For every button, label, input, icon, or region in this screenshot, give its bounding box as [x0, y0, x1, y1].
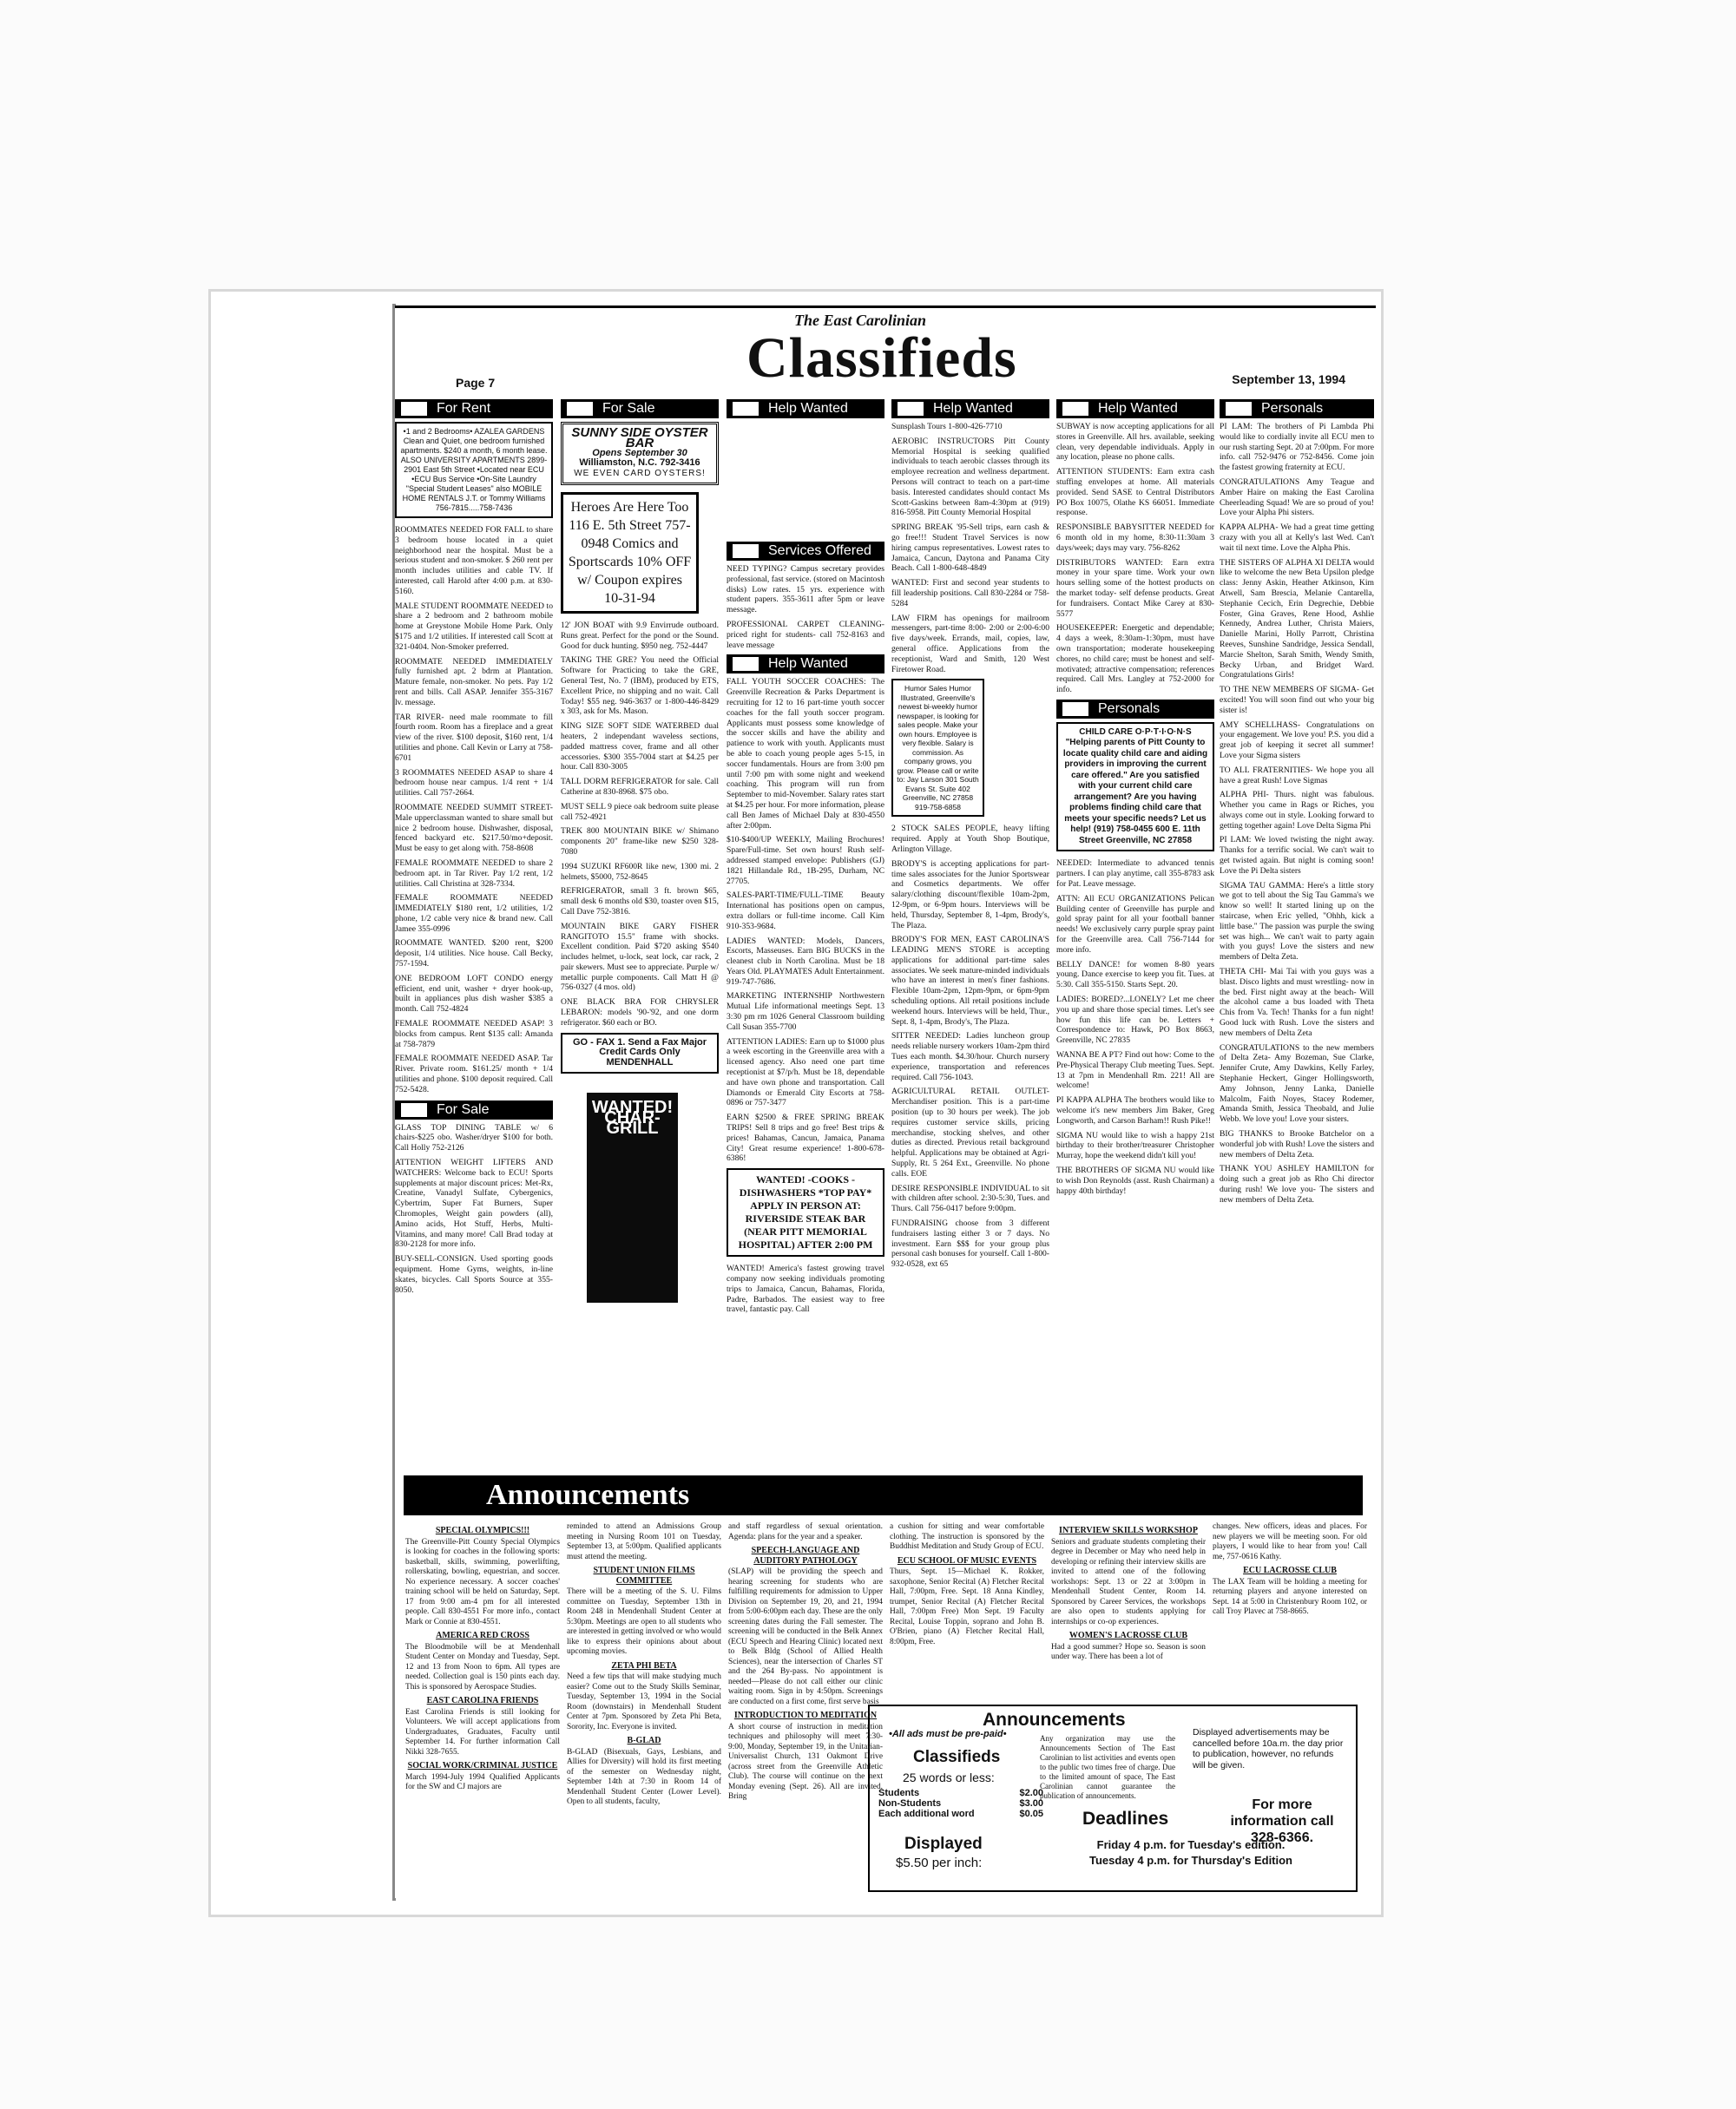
rate-label: Students — [878, 1788, 920, 1798]
classified-ad: THE BROTHERS OF SIGMA NU would like to wish Don Reynolds (asst. Rush Chairman) a happy 40th birthday! — [1056, 1165, 1214, 1196]
page-title: Classifieds — [746, 326, 1017, 390]
section-header-help-wanted — [727, 654, 884, 673]
announcement-text: (SLAP) will be providing the speech and hearing screening for students who are fulfilling requirements for admission to Upper Division on September 19, 20, and 21, 1994 from 5:00-6:00pm each day. These are the only screening dates during the Fall semester. The screening will be conducted in the Belk Annex (ECU Speech and Hearing Clinic) located next to Belk Bldg (School of Allied Health Sciences), near the intersection of Charles ST and the 264 By-pass. No appointment is needed—Please do not call either our clinic waiting room. Sign in by 4:50pm. Screenings are conducted on a first come, first serve basis — [728, 1567, 883, 1706]
announcement-heading: WOMEN'S LACROSSE CLUB — [1069, 1631, 1188, 1640]
info-intro: Any organization may use the Announcements Section of The East Carolinian to list activities and events open to the public two times free of charge. Due to the limited amount of space, The East Carolinian cannot guarantee the publication of announcements. — [1040, 1734, 1175, 1800]
column-help-wanted-2 — [891, 399, 1049, 1472]
classified-ad: 3 ROOMMATES NEEDED ASAP to share 4 bedroom house near campus. 1/4 rent + 1/4 utilities. Call 757-2664. — [395, 767, 553, 798]
for-rent-ads — [395, 525, 553, 1095]
classified-ad: WANTED: First and second year students to fill leadership positions. Call 830-2284 or 758-5284 — [891, 578, 1049, 608]
classified-ad: REFRIGERATOR, small 3 ft. brown $65, small desk 6 months old $30, toaster oven $15, Call Dave 752-3816. — [561, 886, 719, 917]
rate-row — [878, 1809, 1043, 1819]
classified-ad: TO ALL FRATERNITIES- We hope you all have a great Rush! Love Sigmas — [1220, 765, 1374, 785]
announcements-column-1 — [405, 1522, 560, 1797]
hand-pointer-icon — [400, 401, 428, 417]
announcement-text: B-GLAD (Bisexuals, Gays, Lesbians, and Allies for Diversity) will hold its first meeting of the semester on Wednesday night, September 14th at 7:30 in Room 14 of Mendenhall Student Center (Lower Level). Open to all students, faculty, — [567, 1747, 721, 1806]
section-header-help-wanted — [891, 399, 1049, 418]
personals-ads — [1220, 422, 1374, 1206]
classified-ad: TALL DORM REFRIGERATOR for sale. Call Catherine at 830-8968. $75 obo. — [561, 777, 719, 797]
classified-ad: CONGRATULATIONS Amy Teague and Amber Haire on making the East Carolina Cheerleading Squad! We are so proud of you! Love your Alpha Phi sisters. — [1220, 476, 1374, 518]
displayed-label: Displayed — [904, 1835, 983, 1853]
announcement-text: March 1994-July 1994 Qualified Applicants for the SW and CJ majors are — [405, 1772, 560, 1791]
classified-ad: CONGRATULATIONS to the new members of Delta Zeta- Amy Bozeman, Sue Clarke, Jennifer Crute, Amy Dawkins, Kelly Farley, Stephanie Heckert, Ginger Hollingsworth, Amy Johnson, Jenny Lanka, Danielle Malcolm, Faith Noyes, Stacey Rodemer, Amanda Smith, Jessica Theobald, and Julie Webb. We love you! Love your sisters. — [1220, 1042, 1374, 1125]
announcement-text: and staff regardless of sexual orientation. Agenda: plans for the year and a speaker. — [728, 1522, 883, 1541]
section-header-label: For Rent — [437, 401, 491, 417]
classified-ad: MALE STUDENT ROOMMATE NEEDED to share a 2 bedroom and 2 bathroom mobile home at Greystone Mobile Home Park. Only $175 and 1/2 utilities. If interested call Scott at 321-0404. Non-Smoker preferred. — [395, 601, 553, 652]
classified-ad: NEED TYPING? Campus secretary provides professional, fast service. (stored on Macintosh disks) Low rates. 15 yrs. experience with student papers. 355-3611 after 5pm or leave message. — [727, 564, 884, 615]
hand-pointer-icon — [732, 543, 760, 559]
classified-ad: AEROBIC INSTRUCTORS Pitt County Memorial Hospital is seeking qualified individuals to teach aerobic classes through its employee recreation and wellness department. Persons will contract to teach on a part-time basis. Interested candidates should contact Ms Scott-Gaskins between 8am-4:30pm at (919) 816-5958. Pitt County Memorial Hospital — [891, 436, 1049, 518]
help-wanted-ads — [727, 677, 884, 1164]
section-header-services-offered — [727, 542, 884, 561]
classified-ad: LAW FIRM has openings for mailroom messengers, part-time 8:00- 2:00 or 2:00-6:00 five days/week. Errands, mail, copies, law, general office. Applications from the receptionist, Ward and Smith, 120 West Firetower Road. — [891, 613, 1049, 674]
displayed-price: $5.50 per inch: — [896, 1856, 983, 1870]
classified-ad: ROOMMATE NEEDED SUMMIT STREET- Male upperclassman wanted to share small but nice 2 bedroom house. Dishwasher, disposal, fenced backyard etc. $217.50/mo+deposit. Must be easy to get along with. 758-8608 — [395, 802, 553, 854]
classified-ad: FEMALE ROOMMATE NEEDED ASAP! 3 blocks from campus. Rent $135 call: Amanda at 758-7879 — [395, 1019, 553, 1049]
classified-ad: ROOMMATE WANTED. $200 rent, $200 deposit, 1/4 utilities. Nice house. Call Becky, 757-1594. — [395, 938, 553, 969]
classified-ad: BIG THANKS to Brooke Batchelor on a wonderful job with Rush! Love the sisters and new members of Delta Zeta. — [1220, 1129, 1374, 1160]
classified-ad: RESPONSIBLE BABYSITTER NEEDED for 6 month old in my home, 8:30-11:30am 3 days/week; days may vary. 756-8262 — [1056, 522, 1214, 553]
classified-ad: ROOMMATE NEEDED IMMEDIATELY fully furnished apt. 2 bdrm at Plantation. Mature female, non-smoker. No pets. Pay 1/2 rent and bills. Call ASAP. Jennifer 355-3167 lv. message. — [395, 656, 553, 707]
prepaid-note: •All ads must be pre-paid• — [889, 1729, 1007, 1739]
announcement-text: Had a good summer? Hope so. Season is soon under way. There has been a lot of — [1051, 1642, 1206, 1661]
oyster-bar-tagline: WE EVEN CARD OYSTERS! — [574, 469, 706, 479]
classified-ad: BRODY'S is accepting applications for part-time sales associates for the Junior Sportswear and Cosmetics departments. We offer salary/clothing discount/flexible 10am-2pm, 12-9pm, or 6-9pm hours. Interviews will be held, Thursday, September 8, 1-4pm, Brody's, The Plaza. — [891, 858, 1049, 930]
classified-ad: SIGMA NU would like to wish a happy 21st birthday to their brother/treasurer Christopher Murray, hope the weekend didn't kill you! — [1056, 1130, 1214, 1161]
issue-date: September 13, 1994 — [1232, 372, 1345, 386]
help-wanted-ads — [1056, 422, 1214, 695]
classified-ad: 12' JON BOAT with 9.9 Envirrude outboard. Runs great. Perfect for the pond or the Sound. Good for duck hunting. $950 neg. 752-4447 — [561, 620, 719, 651]
classified-ad: NEEDED: Intermediate to advanced tennis partners. I can play anytime, call 355-8783 ask for Pat. Leave message. — [1056, 858, 1214, 890]
child-care-options-ad: CHILD CARE O·P·T·I·O·N·S "Helping parents of Pitt County to locate quality child care and aiding providers in improving the current care offered." Are you satisfied with your current child care arrangement? Are you having problems finding child care that meets your specific needs? Let us help! (919) 758-0455 600 E. 11th Street Greenville, NC 27858 — [1056, 722, 1214, 852]
ad-rates-info-box — [868, 1705, 1358, 1892]
help-wanted-ads — [891, 422, 1049, 1270]
classified-ad: ONE BLACK BRA FOR CHRYSLER LEBARON: models '90-'92, and one dorm refrigerator. $60 each or BO. — [561, 997, 719, 1028]
rate-row — [878, 1788, 1043, 1798]
classified-ad: BRODY'S FOR MEN, EAST CAROLINA'S LEADING MEN'S STORE is accepting applications for additional part-time sales associates. We seek mature-minded individuals who have an interest in men's finer fashions. Flexible 10am-2pm, 12pm-9pm, or 6pm-9pm scheduling options. All retail positions include weekend hours. Interviews will be held, Thur., Sept. 8, 1-4pm, Brody's, The Plaza. — [891, 935, 1049, 1027]
column-for-rent — [395, 399, 553, 1472]
info-announcements-title: Announcements — [983, 1710, 1126, 1730]
classified-ad: TAKING THE GRE? You need the Official Software for Practicing to take the GRE, General Test, No. 7 (IBM), produced by ETS, Excellent Price, no shipping and no wait. Call Today! $55 neg. 946-3637 or 1-800-446-8429 x 303, ask for Ms. Mason. — [561, 655, 719, 717]
classified-ad: EARN $2500 & FREE SPRING BREAK TRIPS! Sell 8 trips and go free! Best trips & prices! Bahamas, Cancun, Jamaica, Panama City! Great resume experience! 1-800-678-6386! — [727, 1113, 884, 1164]
riverside-steak-bar-ad: WANTED! -COOKS -DISHWASHERS *TOP PAY* APPLY IN PERSON AT: RIVERSIDE STEAK BAR (NEAR PITT MEMORIAL HOSPITAL) AFTER 2:00 PM — [727, 1168, 884, 1257]
section-header-label: Help Wanted — [1098, 401, 1178, 417]
section-header-label: Personals — [1261, 401, 1324, 417]
classified-ad: PI LAM: We loved twisting the night away. Thanks for a terrific social. We can't wait to get twisted again. But night is coming soon! Love the Pi Delta sisters — [1220, 835, 1374, 876]
classified-ad: WANNA BE A PT? Find out how: Come to the Pre-Physical Therapy Club meeting Tues. Sept. 13 at 7pm in Mendenhall Rm. 221! All are welcome! — [1056, 1049, 1214, 1091]
rate-row — [878, 1798, 1043, 1809]
section-header-for-sale — [561, 399, 719, 418]
announcement-text: Seniors and graduate students completing their degree in December or May who need help in developing or refining their interview skills are invited to attend one of the following workshops: Sept. 13 or 22 at 3:00pm in Mendenhall Student Center, Room 14. Sponsored by Career Services, the workshops are also open to students applying for internships or co-op experiences. — [1051, 1537, 1206, 1626]
rate-price: $0.05 — [1019, 1809, 1043, 1819]
classified-ad: PROFESSIONAL CARPET CLEANING- priced right for students- call 752-8163 and leave message — [727, 619, 884, 650]
deadlines-label: Deadlines — [1082, 1809, 1169, 1829]
announcement-text: East Carolina Friends is still looking for Volunteers. We will accept applications from Undergraduates, Graduates, Faculty until September 14. For further information Call Nikki 328-7655. — [405, 1707, 560, 1757]
section-header-label: Help Wanted — [933, 401, 1013, 417]
announcement-heading: SOCIAL WORK/CRIMINAL JUSTICE — [407, 1761, 558, 1771]
classified-ad: LADIES WANTED: Models, Dancers, Escorts, Masseuses. Earn BIG BUCKS in the cleanest club in North Carolina. Must be 18 Years Old. PLAYMATES Adult Entertainment. 919-747-7686. — [727, 936, 884, 987]
hand-pointer-icon — [732, 656, 760, 672]
classified-ad: 1994 SUZUKI RF600R like new, 1300 mi. 2 helmets, $5000, 752-8645 — [561, 861, 719, 882]
announcement-text: The Bloodmobile will be at Mendenhall Student Center on Monday and Tuesday, Sept. 12 and 13 from Noon to 6pm. All types are needed. Collection goal is 150 pints each day. This is sponsored by Aerospace Studies. — [405, 1642, 560, 1692]
deadline-thursday: Tuesday 4 p.m. for Thursday's Edition — [1089, 1854, 1292, 1867]
for-sale-ads — [395, 1123, 553, 1296]
go-fax-ad: GO - FAX 1. Send a Fax Major Credit Cards Only MENDENHALL — [561, 1033, 719, 1074]
classified-ad: SUBWAY is now accepting applications for all stores in Greenville. All hrs. available, seeking clean, very dependable individuals. Apply in any location, please no phone calls. — [1056, 422, 1214, 463]
for-sale-ads — [561, 621, 719, 1028]
section-header-label: For Sale — [437, 1101, 490, 1117]
announcement-heading: STUDENT UNION FILMS COMMITTEE — [593, 1566, 695, 1586]
announcement-heading: ECU LACROSSE CLUB — [1243, 1566, 1337, 1575]
classified-ad: THETA CHI- Mai Tai with you guys was a blast. Disco lights and must wrestling- now in the bed. First night away at the beach- Will the alcohol came a bus loaded with Theta Chis from Va. Tech! Thanks for a fun night! Good luck with Rush. Love the sisters and new members of Delta Zeta — [1220, 967, 1374, 1038]
announcement-text: Need a few tips that will make studying much easier? Come out to the Study Skills Seminar, Tuesday, September 13, 1994 in the Social Room (downstairs) in Mendenhall Student Center at 7pm. Sponsored by Zeta Phi Beta, Sorority, Inc. Everyone is invited. — [567, 1672, 721, 1731]
rate-label: Each additional word — [878, 1809, 975, 1819]
classified-ad: $10-$400/UP WEEKLY, Mailing Brochures! Spare/Full-time. Set own hours! Rush self-addressed stamped envelope: Publishers (GJ) 1821 Hillandale Rd., 1B-295, Durham, NC 27705. — [727, 835, 884, 886]
announcement-text: reminded to attend an Admissions Group meeting in Nursing Room 101 on Tuesday, September 13, at 5:00pm. Qualified applicants must attend the meeting. — [567, 1522, 721, 1561]
announcements-column-6 — [1213, 1522, 1367, 1621]
rate-list — [878, 1788, 1043, 1819]
announcement-heading: INTERVIEW SKILLS WORKSHOP — [1059, 1526, 1198, 1535]
section-header-label: Help Wanted — [768, 656, 848, 672]
classified-ad: WANTED! America's fastest growing travel company now seeking individuals promoting trips to Jamaica, Cancun, Bahamas, Florida, Padre, Barbados. The easiest way to free travel, fantastic pay. Call — [727, 1264, 884, 1315]
classified-ad: FEMALE ROOMMATE NEEDED IMMEDIATELY $180 rent, 1/2 utilities, 1/2 phone, 1/2 cable very nice & brand new. Call Jamee 355-0996 — [395, 893, 553, 934]
classified-ad: THE SISTERS OF ALPHA XI DELTA would like to welcome the new Beta Upsilon pledge class: Jenny Askin, Heather Atkinson, Kim Atwell, Sam Brescia, Melanie Cantarella, Stephanie Cecich, Erin Degrechie, Debbie Foster, Gina Graves, Rene Hood, Ashlie Kennedy, Andrea Luther, Christa Maiers, Danielle Marini, Holly Parrott, Christina Reeves, Sunshine Sandridge, Jessica Sendall, Marcie Shelton, Sarah Smith, Wendy Smith, Becky Urban, and Bridget Ward. Congratulations Girls! — [1220, 557, 1374, 680]
classified-ad: ROOMMATES NEEDED FOR FALL to share 3 bedroom house located in a quiet neighborhood near the hospital. Must be a serious student and non-smoker. $ 260 rent per month includes utilities and cable TV. If interested, call Harold after 4:00 p.m. at 830-5160. — [395, 525, 553, 596]
classified-ad: KING SIZE SOFT SIDE WATERBED dual heaters, 2 independant waveless sections, padded mattress cover, frame and all other accessories. $300 355-7004 start at $4.25 per hour. Call 830-3005 — [561, 721, 719, 772]
classifieds-label: Classifieds — [913, 1748, 1001, 1766]
announcement-heading: INTRODUCTION TO MEDITATION — [733, 1711, 878, 1720]
announcement-text: The Greenville-Pitt County Special Olympics is looking for coaches in the following sports: basketball, skills, swimming, powerlifting, rollerskating, bowling, equestrian, and soccer. No experience necessary. A soccer coaches' training school will be held on Saturday, Sept. 17 from 9:00 am-4 pm for all interested people. Call 830-4551 For more info., contact Mark or Connie at 830-4551. — [405, 1537, 560, 1626]
page-number: Page 7 — [456, 376, 496, 390]
announcement-text: a cushion for sitting and wear comfortable clothing. The instruction is sponsored by the Buddhist Meditation and Study Group of ECU. — [890, 1522, 1044, 1551]
section-header-help-wanted — [1056, 399, 1214, 418]
classified-ad: AMY SCHELLHASS- Congratulations on your engagement. We love you! P.S. you did a great job of keeping it secret all summer! Love your Sigma sisters — [1220, 719, 1374, 760]
section-header-for-rent — [395, 399, 553, 418]
announcement-text: A short course of instruction in meditation techniques and philosophy will meet 7:30-9:00, Monday, September 19, in the Unitarian-Universalist Church, 131 Oakmont Drive (across street from the Greenville Athletic Club). The course will continue on the next Monday evening (Sept. 26). All are invited. Bring — [728, 1722, 883, 1801]
section-header-personals — [1220, 399, 1374, 418]
classified-ad: MARKETING INTERNSHIP Northwestern Mutual Life informational meetings Sept. 13 3:30 pm rm 1026 General Classroom building Call Susan 355-7700 — [727, 991, 884, 1032]
oyster-bar-opens: Opens September 30 — [592, 447, 687, 458]
newspaper-page — [395, 306, 1376, 1898]
more-info-phone: For more information call 328-6366. — [1230, 1797, 1334, 1845]
section-header-for-sale — [395, 1100, 553, 1120]
classified-ad: TAR RIVER- need male roommate to fill fourth room. Room has a fireplace and a great view of the river. $100 deposit, $160 rent, 1/4 utilities and phone. Call Kevin or Larry at 758-6701 — [395, 712, 553, 763]
announcements-title: Announcements — [486, 1479, 690, 1511]
classified-ad: FEMALE ROOMMATE NEEDED ASAP. Tar River. Private room. $161.25/ month + 1/4 utilities and phone. $100 deposit required. Call 752-5428. — [395, 1054, 553, 1094]
announcement-heading: SPECIAL OLYMPICS!!! — [435, 1526, 530, 1535]
classified-ad: DESIRE RESPONSIBLE INDIVIDUAL to sit with children after school. 2:30-5:30, Tues. and Thurs. Call 756-0417 before 9:00pm. — [891, 1183, 1049, 1214]
classified-ad: HOUSEKEEPER: Energetic and dependable; 4 days a week, 8:30am-1:30pm, must have own transportation; moderate housekeeping chores, no child care; must be honest and self-motivated; attractive compensation; references required. Call Mrs. Langley at 752-2000 for info. — [1056, 623, 1214, 695]
classified-ad: THANK YOU ASHLEY HAMILTON for doing such a great job as Rho Chi director during rush! We love you- The sisters and new members of Delta Zeta. — [1220, 1164, 1374, 1205]
column-personals — [1220, 399, 1374, 1472]
services-ads — [727, 564, 884, 650]
announcement-heading: ECU SCHOOL OF MUSIC EVENTS — [897, 1555, 1037, 1566]
hand-pointer-icon — [566, 401, 594, 417]
masthead — [395, 306, 1376, 395]
section-header-personals — [1056, 700, 1214, 719]
announcement-heading: B-GLAD — [627, 1736, 661, 1745]
section-header-help-wanted — [727, 399, 884, 418]
hand-pointer-icon — [897, 401, 924, 417]
classified-ad: LADIES: BORED?...LONELY? Let me cheer you up and share those special times. Let's see how fun this life can be. Letters + Correspondence to: Hawk, PO Box 8663, Greenville, NC 27835 — [1056, 994, 1214, 1046]
classified-ad: ALPHA PHI- Thurs. night was fabulous. Whether you came in Rags or Riches, you always come out in style. Looking forward to getting together again! Love Delta Sigma Phi — [1220, 790, 1374, 831]
hand-pointer-icon — [1062, 401, 1089, 417]
announcement-heading: ZETA PHI BETA — [611, 1660, 677, 1671]
announcements-column-4 — [890, 1522, 1044, 1651]
announcement-text: There will be a meeting of the S. U. Films committee on Tuesday, September 13th in Room 248 in Mendenhall Student Center at 5:30pm. Meetings are open to all students who are interested in getting involved or who would like to express their opinions about about upcoming movies. — [567, 1587, 721, 1656]
classified-ad: FUNDRAISING choose from 3 different fundraisers lasting either 3 or 7 days. No investment. Earn $$$ for your group plus personal cash bonuses for yourself. Call 1-800-932-0528, ext 65 — [891, 1219, 1049, 1270]
section-header-label: Personals — [1098, 701, 1161, 717]
classified-ad: ATTENTION STUDENTS: Earn extra cash stuffing envelopes at home. All materials provided. Send SASE to Central Distributors PO Box 10075, Olathe KS 66051. Immediate response. — [1056, 467, 1214, 518]
announcements-column-3 — [728, 1522, 883, 1806]
classified-ad: BELLY DANCE! for women 8-80 years young. Dance exercise to keep you fit. Tues. at 5:30. Call 355-5150. Starts Sept. 20. — [1056, 959, 1214, 990]
announcements-column-2 — [567, 1522, 721, 1811]
heroes-comics-ad: Heroes Are Here Too 116 E. 5th Street 757-0948 Comics and Sportscards 10% OFF w/ Coupon expires 10-31-94 — [561, 492, 699, 614]
rate-price: $2.00 — [1019, 1788, 1043, 1798]
classified-ad: SITTER NEEDED: Ladies luncheon group needs reliable nursery workers 10am-2pm third Tues each month. $4.30/hour. Church nursery experience, transportation and references required. Call 756-1043. — [891, 1031, 1049, 1082]
deadline-tuesday: Friday 4 p.m. for Tuesday's edition. — [1096, 1838, 1286, 1851]
classified-ad: KAPPA ALPHA- We had a great time getting crazy with you all at Kelly's last Wed. Can't wait til next time. Love the Alpha Phis. — [1220, 522, 1374, 553]
classified-ad: SPRING BREAK '95-Sell trips, earn cash & go free!!! Student Travel Services is now hiring campus representatives. Lowest rates to Jamaica, Cancun, Daytona and Panama City Beach. Call 1-800-648-4849 — [891, 522, 1049, 574]
section-header-label: Help Wanted — [768, 401, 848, 417]
classified-ad: PI LAM: The brothers of Pi Lambda Phi would like to cordially invite all ECU men to our rush starting Sept. 20 at 7:00pm. For more info. call 752-9476 or 752-8456. Come join the fastest growing fraternity at ECU. — [1220, 422, 1374, 473]
announcement-heading: SPEECH-LANGUAGE AND AUDITORY PATHOLOGY — [751, 1546, 860, 1566]
classified-ad: FEMALE ROOMMATE NEEDED to share 2 bedroom apt. in Tar River. Pay 1/2 rent, 1/2 utilities. Call Christina at 328-7334. — [395, 857, 553, 889]
hand-pointer-icon — [1225, 401, 1253, 417]
classified-ad: TO THE NEW MEMBERS OF SIGMA- Get excited! You will soon find out who your big sister is! — [1220, 685, 1374, 715]
humor-illustrated-ad: Humor Sales Humor Illustrated, Greenville's newest bi-weekly humor newspaper, is looking for sales people. Make your own hours. Employee is very flexible. Salary is commission. As company grows, you grow. Please call or write to: Jay Larson 301 South Evans St. Suite 402 Greenville, NC 27858 919-758-6858 — [891, 679, 984, 817]
classified-ad: ATTENTION LADIES: Earn up to $1000 plus a week escorting in the Greenville area with a licensed agency. Also need one part time receptionist at $7/p/h. Must be 18, dependable and have own phone and transportation. Call Diamonds or Emerald City Escorts at 758-0896 or 757-3477 — [727, 1036, 884, 1108]
oyster-bar-name: SUNNY SIDE OYSTER BAR — [571, 425, 708, 450]
paper-name: The East Carolinian — [794, 312, 927, 329]
announcement-text: The LAX Team will be holding a meeting for returning players and anyone interested on Sept. 14 at 5:00 in Christenbury Room 102, or call Troy Plavec at 758-8665. — [1213, 1577, 1367, 1616]
classified-ad: Sunsplash Tours 1-800-426-7710 — [891, 422, 1003, 431]
hand-pointer-icon — [400, 1102, 428, 1118]
column-spacer — [727, 422, 884, 542]
classified-ad: TREK 800 MOUNTAIN BIKE w/ Shimano components 20" frame-like new $250 328-7080 — [561, 826, 719, 857]
oyster-bar-city: Williamston, N.C. 792-3416 — [579, 457, 700, 469]
announcements-banner — [404, 1475, 1363, 1515]
classified-ad: AGRICULTURAL RETAIL OUTLET- Merchandiser position. This is a part-time position (up to 30 hours per week). The job requires customer service skills, pricing merchandise, stocking shelves, and other duties as directed. Previous retail background helpful. Applications may be obtained at Agri-Supply, Rt. 5 264 Ext., Greenville. No phone calls. EOE — [891, 1087, 1049, 1179]
column-for-sale — [561, 399, 719, 1472]
hand-pointer-icon — [732, 401, 760, 417]
classified-ad: ATTENTION WEIGHT LIFTERS AND WATCHERS: Welcome back to ECU! Sports supplements at major discount prices: Met-Rx, Creatine, Vanadyl Sulfate, Cybergenics, Cybertrim, Super Fat Burners, Super Chromoples, Weight gain powders (all), Amino acids, Hot Stuff, Herbs, Multi-Vitamins, and many more! Call Brad today at 830-2128 for more info. — [395, 1158, 553, 1250]
announcement-text: Thurs, Sept. 15—Michael K. Rokker, saxophone, Senior Recital (A) Fletcher Recital Hall, 7:00pm, Free. Sept. 18 Anna Kindley, trumpet, Senior Recital (A) Fletcher Recital Hall, 7:00pm Free) Mon Sept. 19 Faculty Recital, Louise Toppin, soprano and John B. O'Brien, piano (A) Fletcher Recital Hall, 8:00pm, Free. — [890, 1567, 1044, 1646]
classified-ad: SALES-PART-TIME/FULL-TIME Beauty International has positions open on campus, extra dollars or full-time income. Call Kim 910-353-9684. — [727, 890, 884, 931]
column-help-wanted-1 — [727, 399, 884, 1472]
classified-ad: SIGMA TAU GAMMA: Here's a little story we got to tell about the Sig Tau Gamma's we know so well! It started lining up on the staircase, when Eric yelled, "Ohhh, kick a little base." The passion was purple the swing set was high... We can't wait to party again with you guys! Love the sisters and new members of Delta Zeta. — [1220, 880, 1374, 963]
announcement-heading: AMERICA RED CROSS — [436, 1631, 529, 1640]
classified-ad: FALL YOUTH SOCCER COACHES: The Greenville Recreation & Parks Department is recruiting for 12 to 16 part-time youth soccer coaches for the fall youth soccer program. Applicants must possess some knowledge of the soccer skills and have the ability and patience to work with youth. Applicants must be able to coach young people ages 5-15, in soccer fundamentals. Hours are from 3:00 pm until 7:00 pm with some night and weekend coaching. This program will run from September to mid-November. Salary rates start at $4.25 per hour. For more information, please call Ben James of Michael Daly at 830-4550 after 2:00pm. — [727, 677, 884, 831]
word-limit: 25 words or less: — [903, 1771, 995, 1784]
classified-ad: MUST SELL 9 piece oak bedroom suite please call 752-4921 — [561, 801, 719, 822]
announcements-column-5 — [1051, 1522, 1206, 1666]
classified-ad: GLASS TOP DINING TABLE w/ 6 chairs-$225 obo. Washer/dryer $100 for both. Call Holly 752-2126 — [395, 1122, 553, 1153]
rate-label: Non-Students — [878, 1798, 942, 1809]
announcement-text: changes. New officers, ideas and places. For new players we will be meeting soon. For old players, I would like to hear from you! Call me, 757-0616 Kathy. — [1213, 1522, 1367, 1561]
hand-pointer-icon — [1062, 701, 1089, 717]
classified-ad: BUY-SELL-CONSIGN. Used sporting goods equipment. Home Gyms, weights, in-line skates, bicycles. Call Sports Source at 355-8050. — [395, 1254, 553, 1295]
oyster-bar-ad — [561, 422, 719, 485]
displayed-note: Displayed advertisements may be cancelled before 10a.m. the day prior to publication, however, no refunds will be given. — [1193, 1727, 1344, 1771]
personals-ads — [1056, 858, 1214, 1196]
rate-price: $3.00 — [1019, 1798, 1043, 1809]
classified-ad: 2 STOCK SALES PEOPLE, heavy lifting required. Apply at Youth Shop Boutique, Arlington Village. — [891, 824, 1049, 854]
azalea-gardens-ad: •1 and 2 Bedrooms• AZALEA GARDENS Clean and Quiet, one bedroom furnished apartments. $240 a month, 6 month lease. ALSO UNIVERSITY APARTMENTS 2899-2901 East 5th Street •Located near ECU •ECU Bus Service •On-Site Laundry "Special Student Leases" also MOBILE HOME RENTALS J.T. or Tommy Williams 756-7815.....758-7436 — [395, 422, 553, 518]
column-help-wanted-3 — [1056, 399, 1214, 1472]
classified-ad: PI KAPPA ALPHA The brothers would like to welcome it's new members Jim Baker, Greg Longworth, and Carson Barham!! Rush Pike!! — [1056, 1095, 1214, 1126]
announcement-heading: EAST CAROLINA FRIENDS — [426, 1696, 539, 1705]
classified-ad: DISTRIBUTORS WANTED: Earn extra money in your spare time. Work your own hours selling some of the hottest products on the market today- self defense products. Great for fundraisers. Contact Mike Carey at 830-5577 — [1056, 557, 1214, 619]
classified-ad: ATTN: All ECU ORGANIZATIONS Pelican Building center of Greenville has purple and gold spray paint for all your football banner needs! We exclusively carry purple spray paint for the Greenville area. Call 756-7144 for more info. — [1056, 893, 1214, 955]
section-header-label: For Sale — [602, 401, 655, 417]
classified-ad: ONE BEDROOM LOFT CONDO energy efficient, end unit, washer + dryer hook-up, built in appliances plus dish washer $385 a month. Call 752-4824 — [395, 973, 553, 1015]
char-grill-wanted-ad: WANTED! CHAR-GRILL — [587, 1093, 678, 1303]
classified-ad: MOUNTAIN BIKE GARY FISHER RANGITOTO 15.5" frame with shocks. Excellent condition. Paid $720 asking $540 includes helmet, u-lock, seat lock, car rack, 2 pair skewers. Must see to appreciate. Purple w/ metallic purple components. Call Matt H @ 756-0327 (4 mos. old) — [561, 921, 719, 993]
section-header-label: Services Offered — [768, 543, 871, 559]
